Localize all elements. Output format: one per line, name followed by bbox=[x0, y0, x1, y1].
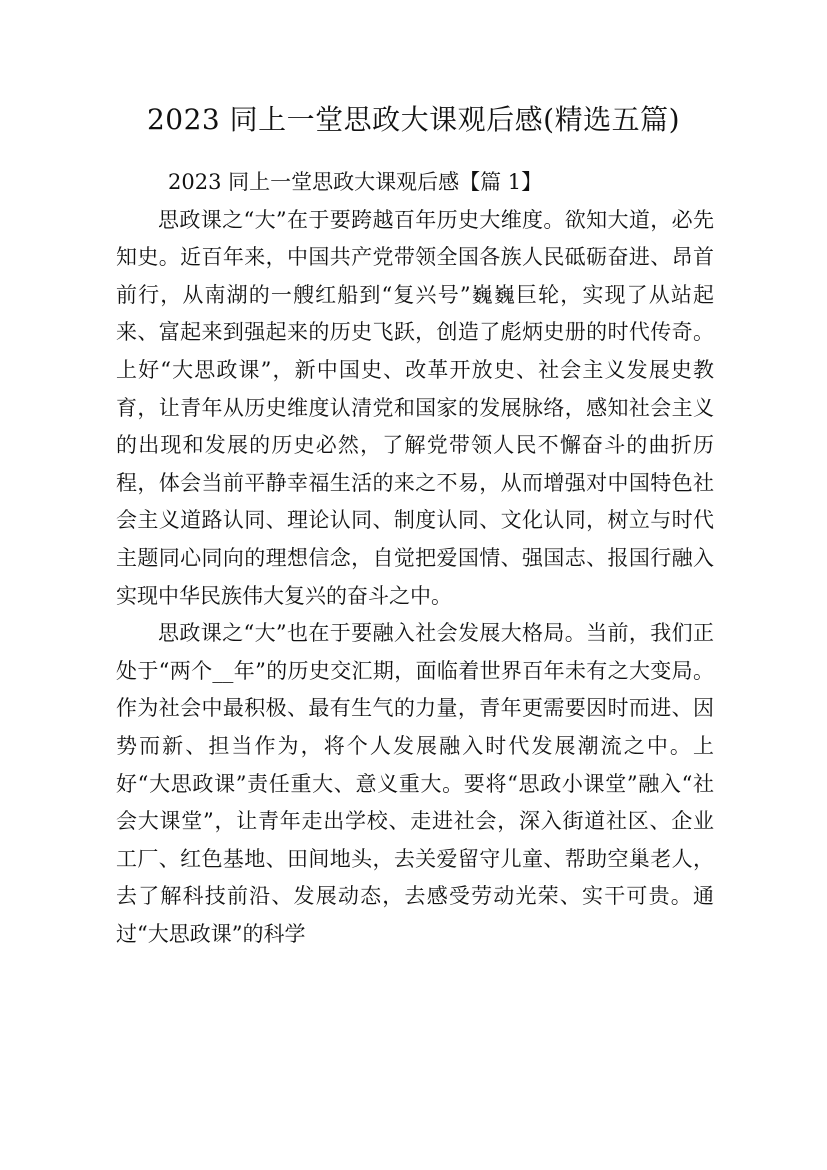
paragraph-2: 思政课之“大”也在于要融入社会发展大格局。当前，我们正处于“两个__年”的历史交汇期，面临着世界百年未有之大变局。作为社会中最积极、最有生气的力量，青年更需要因时而进、因势而新、担当作为，将个人发展融入时代发展潮流之中。上好“大思政课”责任重大、意义重大。要将“思政小课堂”融入“社会大课堂”，让青年走出学校、走进社会，深入街道社区、企业工厂、红色基地、田间地头，去关爱留守儿童、帮助空巢老人，去了解科技前沿、发展动态，去感受劳动光荣、实干可贵。通过“大思政课”的科学 bbox=[116, 621, 714, 946]
document-body bbox=[116, 164, 714, 953]
document-title: 2023 同上一堂思政大课观后感(精选五篇) bbox=[146, 103, 680, 136]
paragraph-1: 思政课之“大”在于要跨越百年历史大维度。欲知大道，必先知史。近百年来，中国共产党带领全国各族人民砥砺奋进、昂首前行，从南湖的一艘红船到“复兴号”巍巍巨轮，实现了从站起来、富起来到强起来的历史飞跃，创造了彪炳史册的时代传奇。上好“大思政课”，新中国史、改革开放史、社会主义发展史教育，让青年从历史维度认清党和国家的发展脉络，感知社会主义的出现和发展的历史必然，了解党带领人民不懈奋斗的曲折历程，体会当前平静幸福生活的来之不易，从而增强对中国特色社会主义道路认同、理论认同、制度认同、文化认同，树立与时代主题同心同向的理想信念，自觉把爱国情、强国志、报国行融入实现中华民族伟大复兴的奋斗之中。 bbox=[116, 207, 714, 608]
section-heading: 2023 同上一堂思政大课观后感【篇 1】 bbox=[168, 170, 543, 194]
